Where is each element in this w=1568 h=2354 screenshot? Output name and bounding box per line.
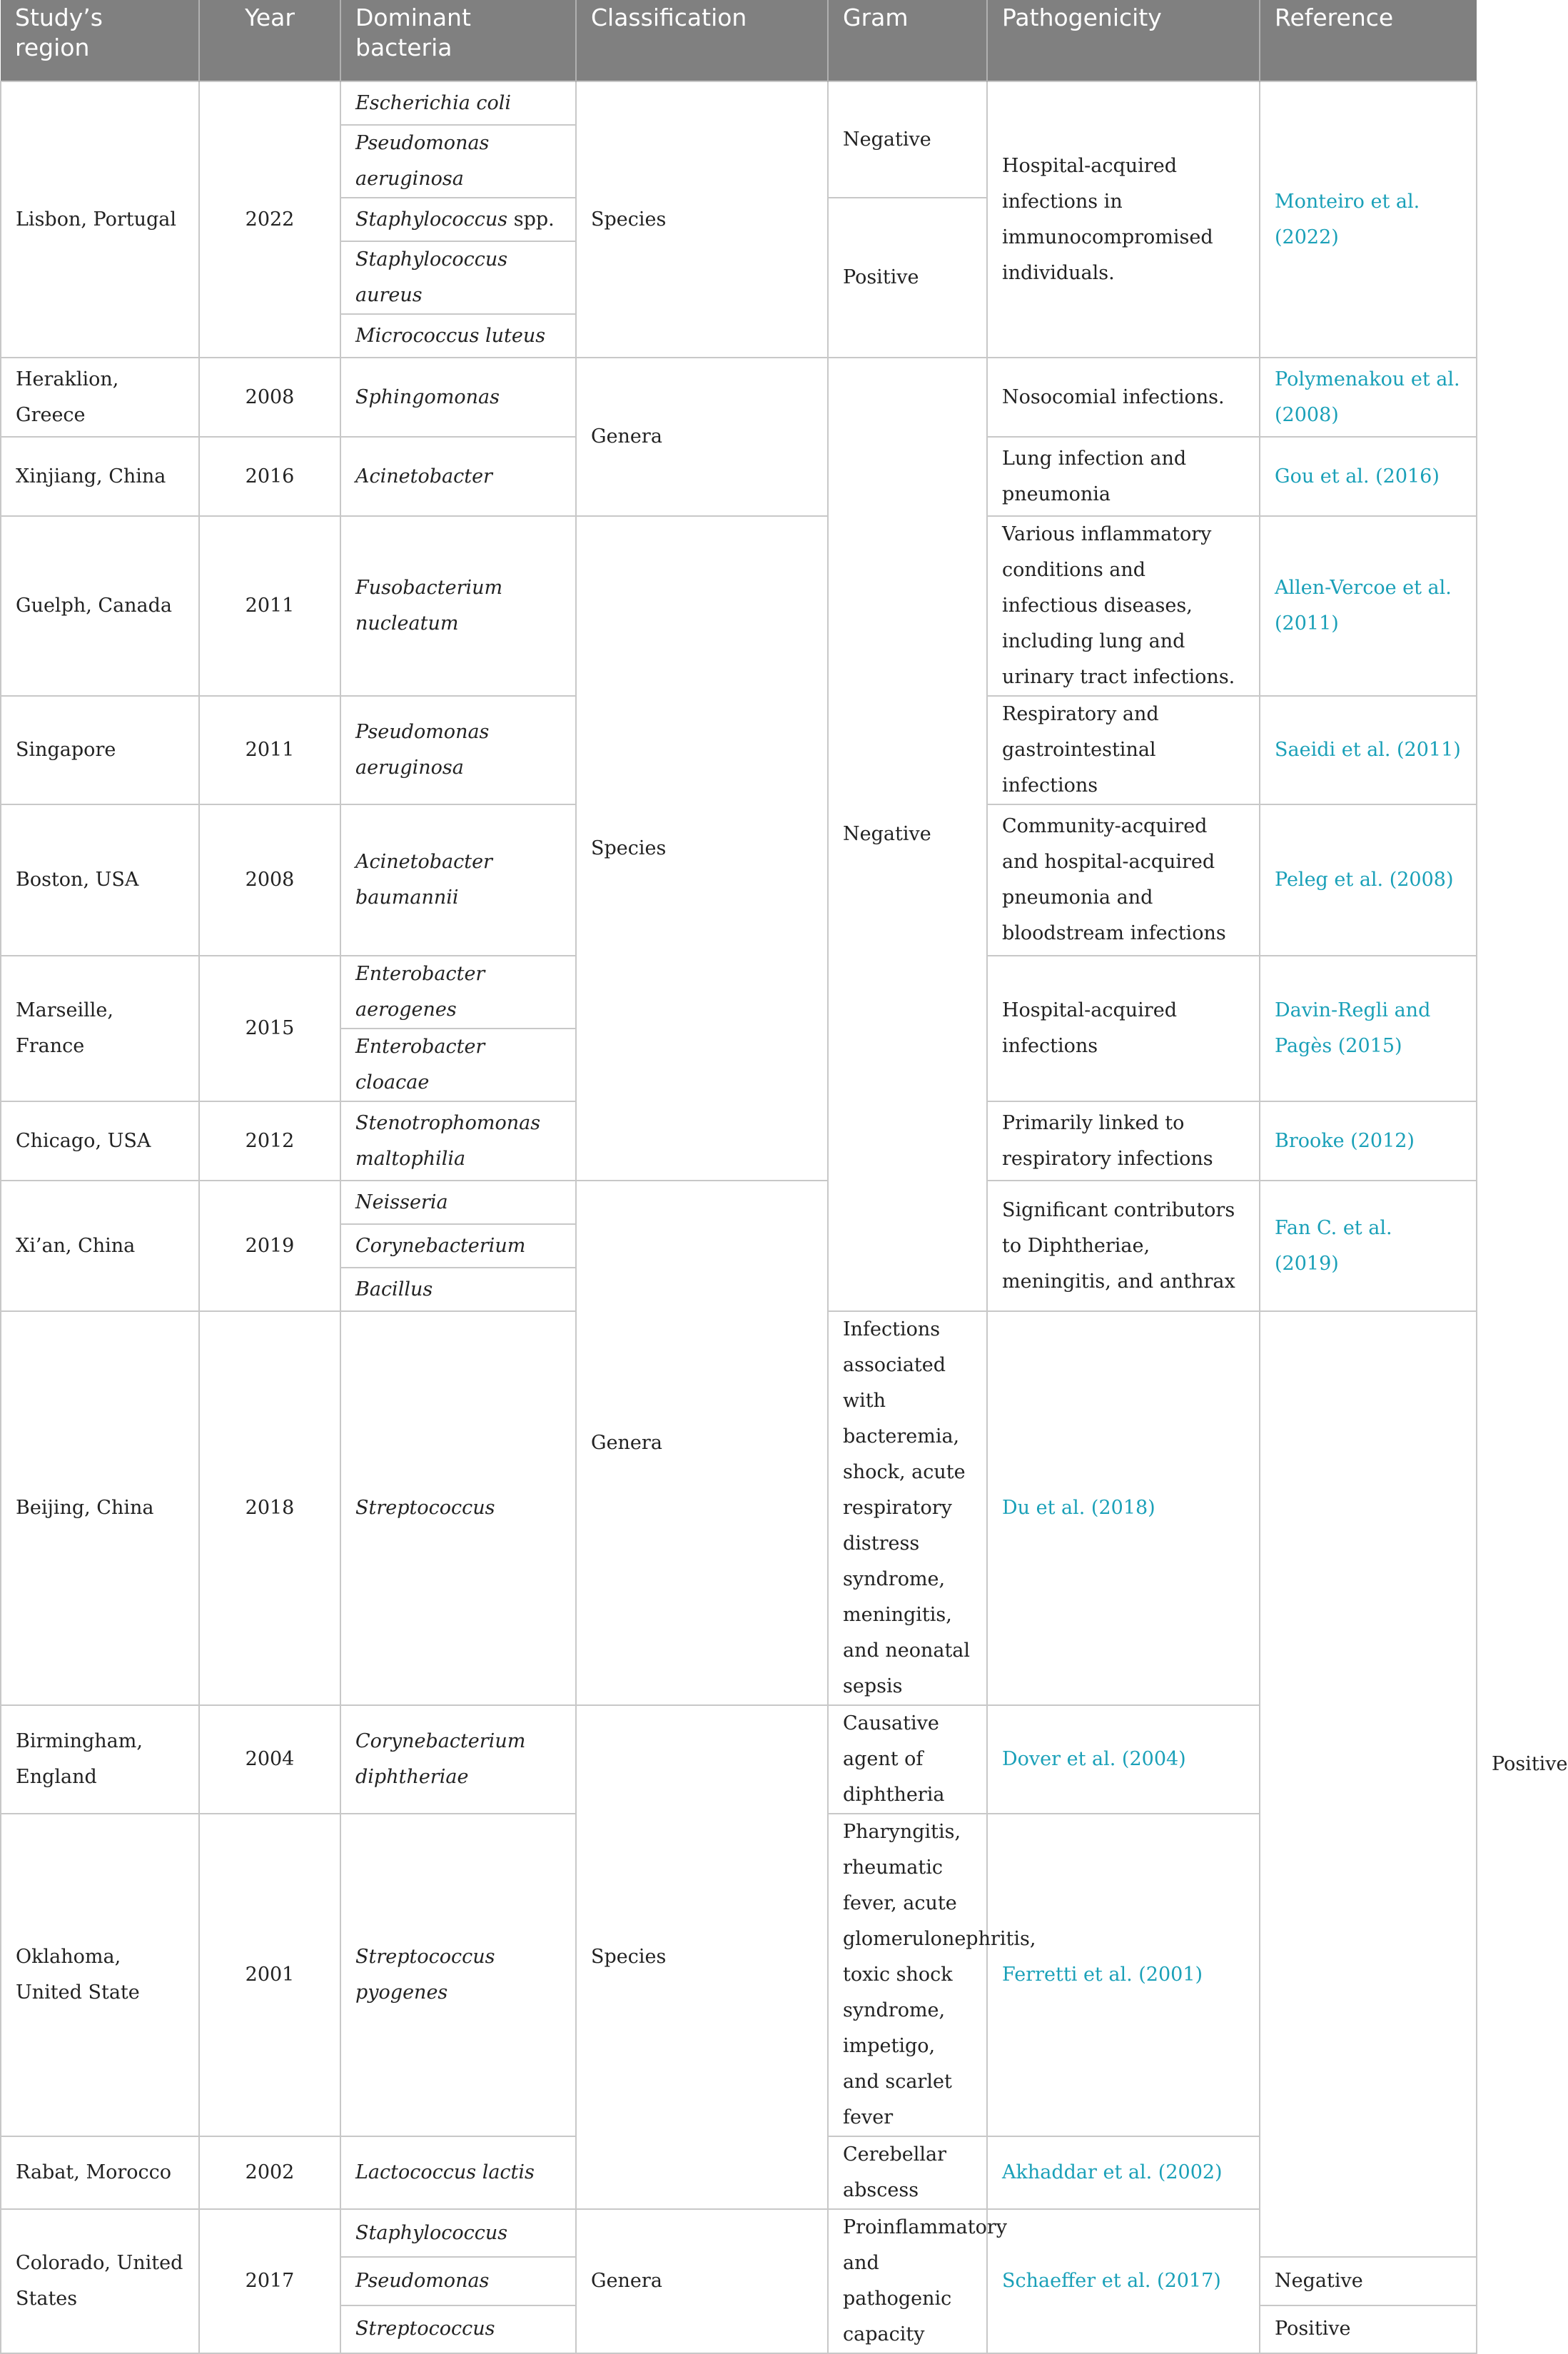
table-row (1, 1181, 1477, 1224)
bacteria-cell: Corynebacterium diphtheriae (340, 1705, 576, 1814)
table-row: Corynebacterium Positive (1, 1224, 1477, 1268)
pathogenicity-cell: Cerebellar abscess (828, 2136, 987, 2209)
gram-cell: Negative (828, 358, 987, 1311)
reference-link[interactable]: Gou et al. (2016) (1260, 437, 1477, 516)
classification-cell: Species (576, 1705, 828, 2209)
bacteria-cell: Fusobacterium nucleatum (340, 516, 576, 696)
year-cell: 2004 (199, 1705, 340, 1814)
region-cell: Colorado, United States (1, 2209, 199, 2353)
bacteria-cell: Acinetobacter (340, 437, 576, 516)
bacteria-cell: Corynebacterium (340, 1224, 576, 1268)
bacteria-cell: Micrococcus luteus (340, 314, 576, 358)
table-row (1, 2209, 1477, 2257)
header-region: Study’s region (1, 0, 199, 81)
header-pathogenicity: Pathogenicity (987, 0, 1260, 81)
region-cell: Singapore (1, 696, 199, 804)
region-cell: Beijing, China (1, 1311, 199, 1705)
year-cell: 2008 (199, 804, 340, 956)
region-cell: Birmingham, England (1, 1705, 199, 1814)
pathogenicity-cell: Pharyngitis, rheumatic fever, acute glomerulonephritis, toxic shock syndrome, impetigo, and scarlet fever (828, 1814, 987, 2136)
year-cell: 2002 (199, 2136, 340, 2209)
year-cell: 2011 (199, 696, 340, 804)
year-cell: 2001 (199, 1814, 340, 2136)
bacteria-cell: Enterobacter aerogenes (340, 956, 576, 1029)
bacteria-cell: Acinetobacter baumannii (340, 804, 576, 956)
reference-link[interactable]: Ferretti et al. (2001) (987, 1814, 1260, 2136)
gram-cell: Positive (1260, 2305, 1477, 2353)
classification-cell: Species (576, 516, 828, 1181)
pathogenicity-cell: Hospital-acquired infections in immunocompromised individuals. (987, 81, 1260, 358)
bacteria-genus: Staphylococcus (355, 208, 508, 231)
reference-link[interactable]: Du et al. (2018) (987, 1311, 1260, 1705)
bacteria-suffix: spp. (507, 208, 555, 231)
year-cell: 2008 (199, 358, 340, 437)
reference-link[interactable]: Allen-Vercoe et al. (2011) (1260, 516, 1477, 696)
bacteria-cell: Streptococcus (340, 1311, 576, 1705)
header-reference: Reference (1260, 0, 1477, 81)
header-row (1, 0, 1477, 81)
reference-link[interactable]: Monteiro et al. (2022) (1260, 81, 1477, 358)
pathogenicity-cell: Various inflammatory conditions and infectious diseases, including lung and urinary tract infections. (987, 516, 1260, 696)
bacteria-cell (340, 198, 576, 241)
region-cell: Lisbon, Portugal (1, 81, 199, 358)
bacteria-cell: Sphingomonas (340, 358, 576, 437)
reference-link[interactable]: Saeidi et al. (2011) (1260, 696, 1477, 804)
reference-link[interactable]: Akhaddar et al. (2002) (987, 2136, 1260, 2209)
region-cell: Boston, USA (1, 804, 199, 956)
year-cell: 2011 (199, 516, 340, 696)
reference-link[interactable]: Davin-Regli and Pagès (2015) (1260, 956, 1477, 1101)
table-row (1, 358, 1477, 437)
bacteria-cell: Pseudomonas aeruginosa (340, 696, 576, 804)
bacteria-cell: Staphylococcus (340, 2209, 576, 2257)
region-cell: Heraklion, Greece (1, 358, 199, 437)
reference-link[interactable]: Fan C. et al. (2019) (1260, 1181, 1477, 1311)
pathogenicity-cell: Proinflammatory and pathogenic capacity (828, 2209, 987, 2353)
year-cell: 2016 (199, 437, 340, 516)
bacteria-cell: Streptococcus pyogenes (340, 1814, 576, 2136)
region-cell: Chicago, USA (1, 1101, 199, 1181)
header-year: Year (199, 0, 340, 81)
year-cell: 2022 (199, 81, 340, 358)
pathogenicity-cell: Infections associated with bacteremia, shock, acute respiratory distress syndrome, meningitis, and neonatal sepsis (828, 1311, 987, 1705)
classification-cell: Genera (576, 358, 828, 516)
pathogenicity-cell: Causative agent of diphtheria (828, 1705, 987, 1814)
bacteria-cell: Stenotrophomonas maltophilia (340, 1101, 576, 1181)
reference-link[interactable]: Peleg et al. (2008) (1260, 804, 1477, 956)
pathogenicity-cell: Hospital-acquired infections (987, 956, 1260, 1101)
bacteria-cell: Lactococcus lactis (340, 2136, 576, 2209)
bacteria-cell: Staphylococcus aureus (340, 241, 576, 314)
gram-cell: Negative (1260, 2257, 1477, 2305)
pathogenicity-cell: Primarily linked to respiratory infections (987, 1101, 1260, 1181)
table-row (1, 516, 1477, 696)
bacteria-cell: Escherichia coli (340, 81, 576, 125)
pathogenicity-cell: Nosocomial infections. (987, 358, 1260, 437)
bacteria-cell: Pseudomonas (340, 2257, 576, 2305)
pathogenicity-cell: Respiratory and gastrointestinal infections (987, 696, 1260, 804)
gram-cell: Positive (828, 198, 987, 358)
year-cell: 2015 (199, 956, 340, 1101)
classification-cell: Genera (576, 1181, 828, 1705)
region-cell: Marseille, France (1, 956, 199, 1101)
gram-cell: Negative (828, 81, 987, 198)
bacteria-cell: Neisseria (340, 1181, 576, 1224)
year-cell: 2017 (199, 2209, 340, 2353)
bacteria-cell: Enterobacter cloacae (340, 1029, 576, 1101)
year-cell: 2018 (199, 1311, 340, 1705)
header-bacteria: Dominant bacteria (340, 0, 576, 81)
region-cell: Guelph, Canada (1, 516, 199, 696)
header-gram: Gram (828, 0, 987, 81)
region-cell: Rabat, Morocco (1, 2136, 199, 2209)
year-cell: 2012 (199, 1101, 340, 1181)
region-cell: Xi’an, China (1, 1181, 199, 1311)
reference-link[interactable]: Polymenakou et al. (2008) (1260, 358, 1477, 437)
table-row (1, 1705, 1477, 1814)
reference-link[interactable]: Brooke (2012) (1260, 1101, 1477, 1181)
classification-cell: Species (576, 81, 828, 358)
bacteria-cell: Pseudomonas aeruginosa (340, 125, 576, 198)
bacteria-cell: Streptococcus (340, 2305, 576, 2353)
year-cell: 2019 (199, 1181, 340, 1311)
pathogenicity-cell: Significant contributors to Diphtheriae, meningitis, and anthrax (987, 1181, 1260, 1311)
classification-cell: Genera (576, 2209, 828, 2353)
region-cell: Xinjiang, China (1, 437, 199, 516)
header-classification: Classification (576, 0, 828, 81)
reference-link[interactable]: Dover et al. (2004) (987, 1705, 1260, 1814)
pathogenicity-cell: Lung infection and pneumonia (987, 437, 1260, 516)
reference-link[interactable]: Schaeffer et al. (2017) (987, 2209, 1260, 2353)
bacteria-cell: Bacillus (340, 1268, 576, 1311)
pathogenicity-cell: Community-acquired and hospital-acquired pneumonia and bloodstream infections (987, 804, 1260, 956)
table-row (1, 81, 1477, 125)
region-cell: Oklahoma, United State (1, 1814, 199, 2136)
